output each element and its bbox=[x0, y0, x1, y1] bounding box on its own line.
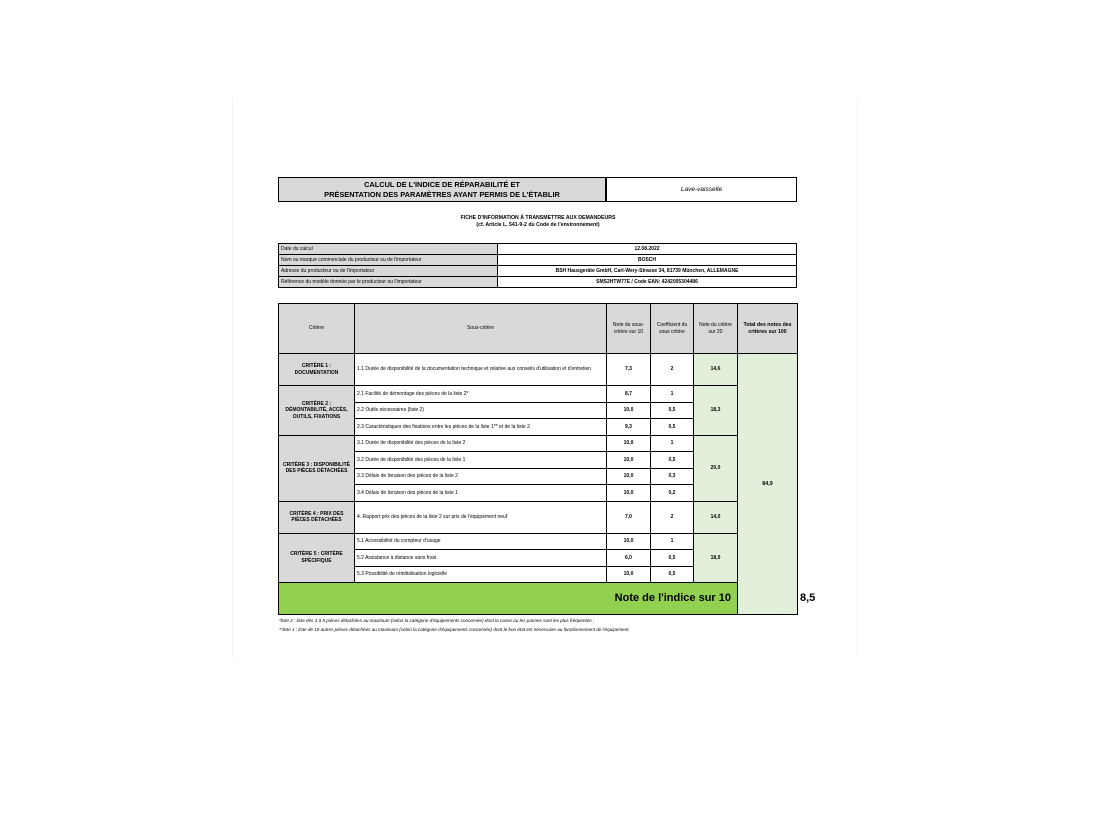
table-row bbox=[279, 354, 798, 386]
header-sous-critere: Sous-critère bbox=[355, 304, 607, 354]
subcriterion-coef: 0,2 bbox=[651, 485, 694, 502]
subcriterion-label: 2.3 Caractéristiques des fixations entre les pièces de la liste 1** et de la liste 2 bbox=[355, 419, 607, 436]
subcriterion-label: 3.4 Délais de livraison des pièces de la liste 1 bbox=[355, 485, 607, 502]
subcriterion-label: 3.3 Délais de livraison des pièces de la liste 2 bbox=[355, 468, 607, 485]
criterion-name: CRITÈRE 4 : PRIX DES PIÈCES DÉTACHÉES bbox=[279, 501, 355, 533]
title-line-1: CALCUL DE L'INDICE DE RÉPARABILITÉ ET bbox=[364, 179, 520, 189]
subcriterion-coef: 2 bbox=[651, 354, 694, 386]
subcriterion-note: 6,0 bbox=[607, 550, 651, 567]
subcriterion-note: 10,0 bbox=[607, 402, 651, 419]
table-row bbox=[279, 435, 798, 452]
info-label: Référence du modèle donnée par le producteur ou l'importateur bbox=[279, 277, 498, 288]
subcriterion-coef: 0,3 bbox=[651, 468, 694, 485]
subcriterion-coef: 1 bbox=[651, 386, 694, 403]
header-total: Total des notes des critères sur 100 bbox=[738, 304, 798, 354]
subcriterion-note: 7,3 bbox=[607, 354, 651, 386]
subcriterion-coef: 0,5 bbox=[651, 452, 694, 469]
footnote: **liste 1 : liste de 10 autres pièces détachées au maximum (selon la catégorie d'équipements concernée) dont le bon état est nécessaire au fonctionnement de l'équipement. bbox=[279, 627, 630, 632]
header-row bbox=[279, 304, 798, 354]
product-type: Lave-vaisselle bbox=[606, 177, 797, 202]
fiche-line-2: (cf. Article L. 541-9-2 du Code de l'environnement) bbox=[476, 222, 600, 228]
info-row bbox=[279, 266, 797, 277]
subcriterion-note: 10,0 bbox=[607, 452, 651, 469]
info-value: 12.08.2022 bbox=[498, 244, 797, 255]
header-coefficient: Coefficient du sous critère bbox=[651, 304, 694, 354]
table-row bbox=[279, 386, 798, 403]
document-title bbox=[278, 177, 606, 202]
table-row bbox=[279, 501, 798, 533]
criterion-name: CRITÈRE 5 : CRITÈRE SPÉCIFIQUE bbox=[279, 533, 355, 583]
header-note-critere: Note du critère sur 20 bbox=[694, 304, 738, 354]
subcriterion-label: 5.2 Assistance à distance sans frais bbox=[355, 550, 607, 567]
subcriterion-label: 5.3 Possibilité de réinitialisation logicielle bbox=[355, 566, 607, 583]
criterion-score: 20,0 bbox=[694, 435, 738, 501]
subcriterion-note: 10,0 bbox=[607, 533, 651, 550]
criterion-score: 18,3 bbox=[694, 386, 738, 436]
subcriterion-coef: 2 bbox=[651, 501, 694, 533]
footnotes bbox=[279, 616, 819, 634]
subcriterion-label: 3.2 Durée de disponibilité des pièces de la liste 1 bbox=[355, 452, 607, 469]
criterion-score: 14,0 bbox=[694, 501, 738, 533]
subcriterion-coef: 0,5 bbox=[651, 402, 694, 419]
subcriterion-coef: 0,5 bbox=[651, 550, 694, 567]
subcriterion-label: 2.1 Facilité de démontage des pièces de la liste 2* bbox=[355, 386, 607, 403]
header-critere: Critère bbox=[279, 304, 355, 354]
subcriterion-coef: 1 bbox=[651, 533, 694, 550]
header-note-sous: Note du sous-critère sur 10 bbox=[607, 304, 651, 354]
subcriterion-note: 10,0 bbox=[607, 566, 651, 583]
subcriterion-note: 8,7 bbox=[607, 386, 651, 403]
criterion-name: CRITÈRE 2 : DÉMONTABILITÉ, ACCÈS, OUTILS, FIXATIONS bbox=[279, 386, 355, 436]
info-label: Date du calcul bbox=[279, 244, 498, 255]
info-value: BSH Hausgeräte GmbH, Carl-Wery-Strasse 34, 81739 München, ALLEMAGNE bbox=[498, 266, 797, 277]
score-table bbox=[278, 303, 816, 615]
info-value: SMS2HTW77E / Code EAN: 4242005304486 bbox=[498, 277, 797, 288]
criterion-name: CRITÈRE 3 : DISPONIBILITÉ DES PIÈCES DÉTACHÉES bbox=[279, 435, 355, 501]
subcriterion-note: 7,0 bbox=[607, 501, 651, 533]
title-line-2: PRÉSENTATION DES PARAMÈTRES AYANT PERMIS DE L'ÉTABLIR bbox=[324, 189, 560, 199]
info-row bbox=[279, 255, 797, 266]
fiche-heading bbox=[278, 215, 798, 229]
final-index-label: Note de l'indice sur 10 bbox=[279, 583, 738, 615]
page-edge-left bbox=[232, 98, 233, 658]
subcriterion-coef: 0,5 bbox=[651, 566, 694, 583]
subcriterion-note: 10,0 bbox=[607, 435, 651, 452]
subcriterion-label: 2.2 Outils nécessaires (liste 2) bbox=[355, 402, 607, 419]
final-row: Note de l'indice sur 10 8,5 bbox=[279, 583, 798, 615]
table-row bbox=[279, 533, 798, 550]
info-label: Adresse du producteur ou de l'importateur bbox=[279, 266, 498, 277]
info-row bbox=[279, 277, 797, 288]
subcriterion-label: 4. Rapport prix des pièces de la liste 2 sur prix de l'équipement neuf bbox=[355, 501, 607, 533]
info-table bbox=[278, 243, 797, 288]
subcriterion-note: 10,0 bbox=[607, 468, 651, 485]
subcriterion-label: 1.1 Durée de disponibilité de la documentation technique et relative aux conseils d'utilisation et d'entretien bbox=[355, 354, 607, 386]
subcriterion-label: 3.1 Durée de disponibilité des pièces de la liste 2 bbox=[355, 435, 607, 452]
criterion-score: 18,0 bbox=[694, 533, 738, 583]
info-label: Nom ou marque commerciale du producteur ou de l'importateur bbox=[279, 255, 498, 266]
total-score: 84,9 bbox=[738, 354, 798, 615]
info-value: BOSCH bbox=[498, 255, 797, 266]
fiche-line-1: FICHE D'INFORMATION À TRANSMETTRE AUX DEMANDEURS bbox=[460, 215, 616, 221]
subcriterion-note: 9,3 bbox=[607, 419, 651, 436]
subcriterion-coef: 1 bbox=[651, 435, 694, 452]
criterion-score: 14,6 bbox=[694, 354, 738, 386]
page-edge-right bbox=[857, 98, 858, 658]
subcriterion-label: 5.1 Accessibilité du compteur d'usage bbox=[355, 533, 607, 550]
subcriterion-coef: 0,5 bbox=[651, 419, 694, 436]
footnote: *liste 2 : liste des 3 à 5 pièces détachées au maximum (selon la catégorie d'équipements concernée) dont la casse ou les pannes sont les plus fréquentes ; bbox=[279, 618, 595, 623]
subcriterion-note: 10,0 bbox=[607, 485, 651, 502]
info-row bbox=[279, 244, 797, 255]
criterion-name: CRITÈRE 1 : DOCUMENTATION bbox=[279, 354, 355, 386]
